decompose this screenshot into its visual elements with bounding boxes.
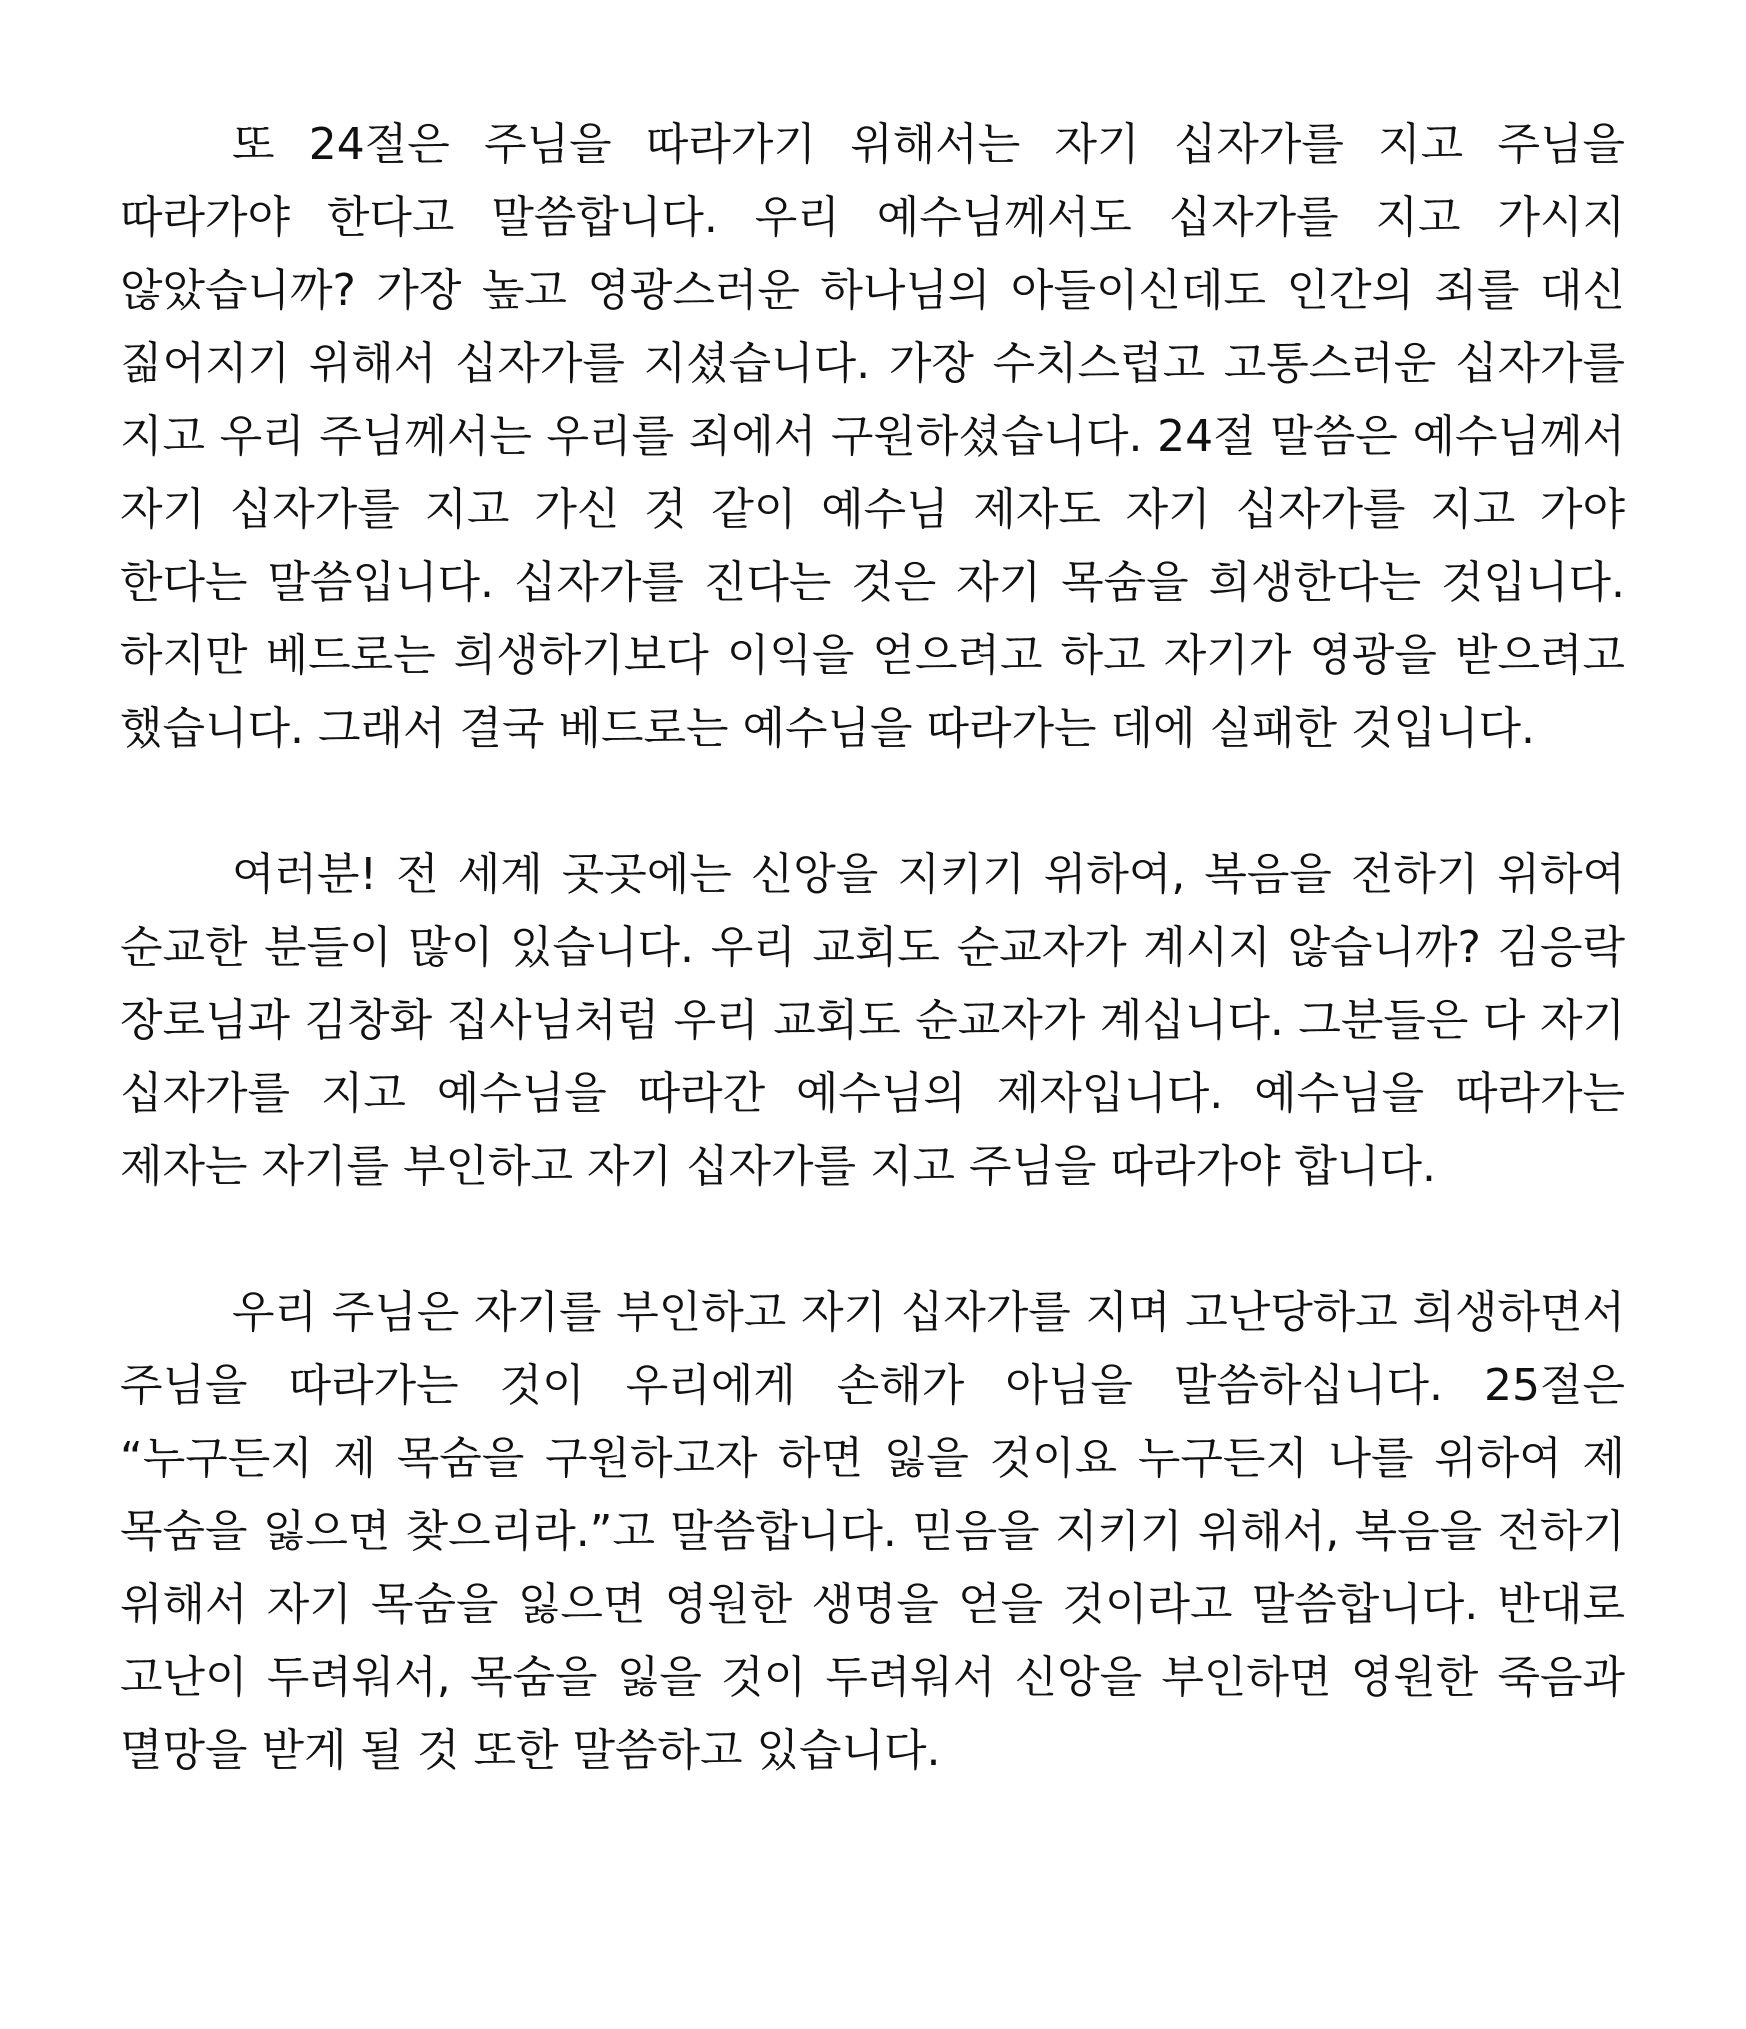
paragraph-2: 여러분! 전 세계 곳곳에는 신앙을 지키기 위하여, 복음을 전하기 위하여 순교한 분들이 많이 있습니다. 우리 교회도 순교자가 계시지 않습니까? 김응락 장로님과 김창화 집사님처럼 우리 교회도 순교자가 계십니다. 그분들은 다 자기 십자가를 지고 예수님을 따라간 예수님의 제자입니다. 예수님을 따라가는 제자는 자기를 부인하고 자기 십자가를 지고 주님을 따라가야 합니다.: [120, 849, 1625, 1192]
paragraph-3: 우리 주님은 자기를 부인하고 자기 십자가를 지며 고난당하고 희생하면서 주님을 따라가는 것이 우리에게 손해가 아님을 말씀하십니다. 25절은 “누구든지 제 목숨을 구원하고자 하면 잃을 것이요 누구든지 나를 위하여 제 목숨을 잃으면 찾으리라.”고 말씀합니다. 믿음을 지키기 위해서, 복음을 전하기 위해서 자기 목숨을 잃으면 영원한 생명을 얻을 것이라고 말씀합니다. 반대로 고난이 두려워서, 목숨을 잃을 것이 두려워서 신앙을 부인하면 영원한 죽음과 멸망을 받게 될 것 또한 말씀하고 있습니다.: [120, 1287, 1626, 1776]
paragraph-1: 또 24절은 주님을 따라가기 위해서는 자기 십자가를 지고 주님을 따라가야 한다고 말씀합니다. 우리 예수님께서도 십자가를 지고 가시지 않았습니까? 가장 높고 영광스러운 하나님의 아들이신데도 인간의 죄를 대신 짊어지기 위해서 십자가를 지셨습니다. 가장 수치스럽고 고통스러운 십자가를 지고 우리 주님께서는 우리를 죄에서 구원하셨습니다. 24절 말씀은 예수님께서 자기 십자가를 지고 가신 것 같이 예수님 제자도 자기 십자가를 지고 가야 한다는 말씀입니다. 십자가를 진다는 것은 자기 목숨을 희생한다는 것입니다. 하지만 베드로는 희생하기보다 이익을 얻으려고 하고 자기가 영광을 받으려고 했습니다. 그래서 결국 베드로는 예수님을 따라가는 데에 실패한 것입니다.: [120, 119, 1625, 754]
document-page: [120, 108, 1625, 1787]
